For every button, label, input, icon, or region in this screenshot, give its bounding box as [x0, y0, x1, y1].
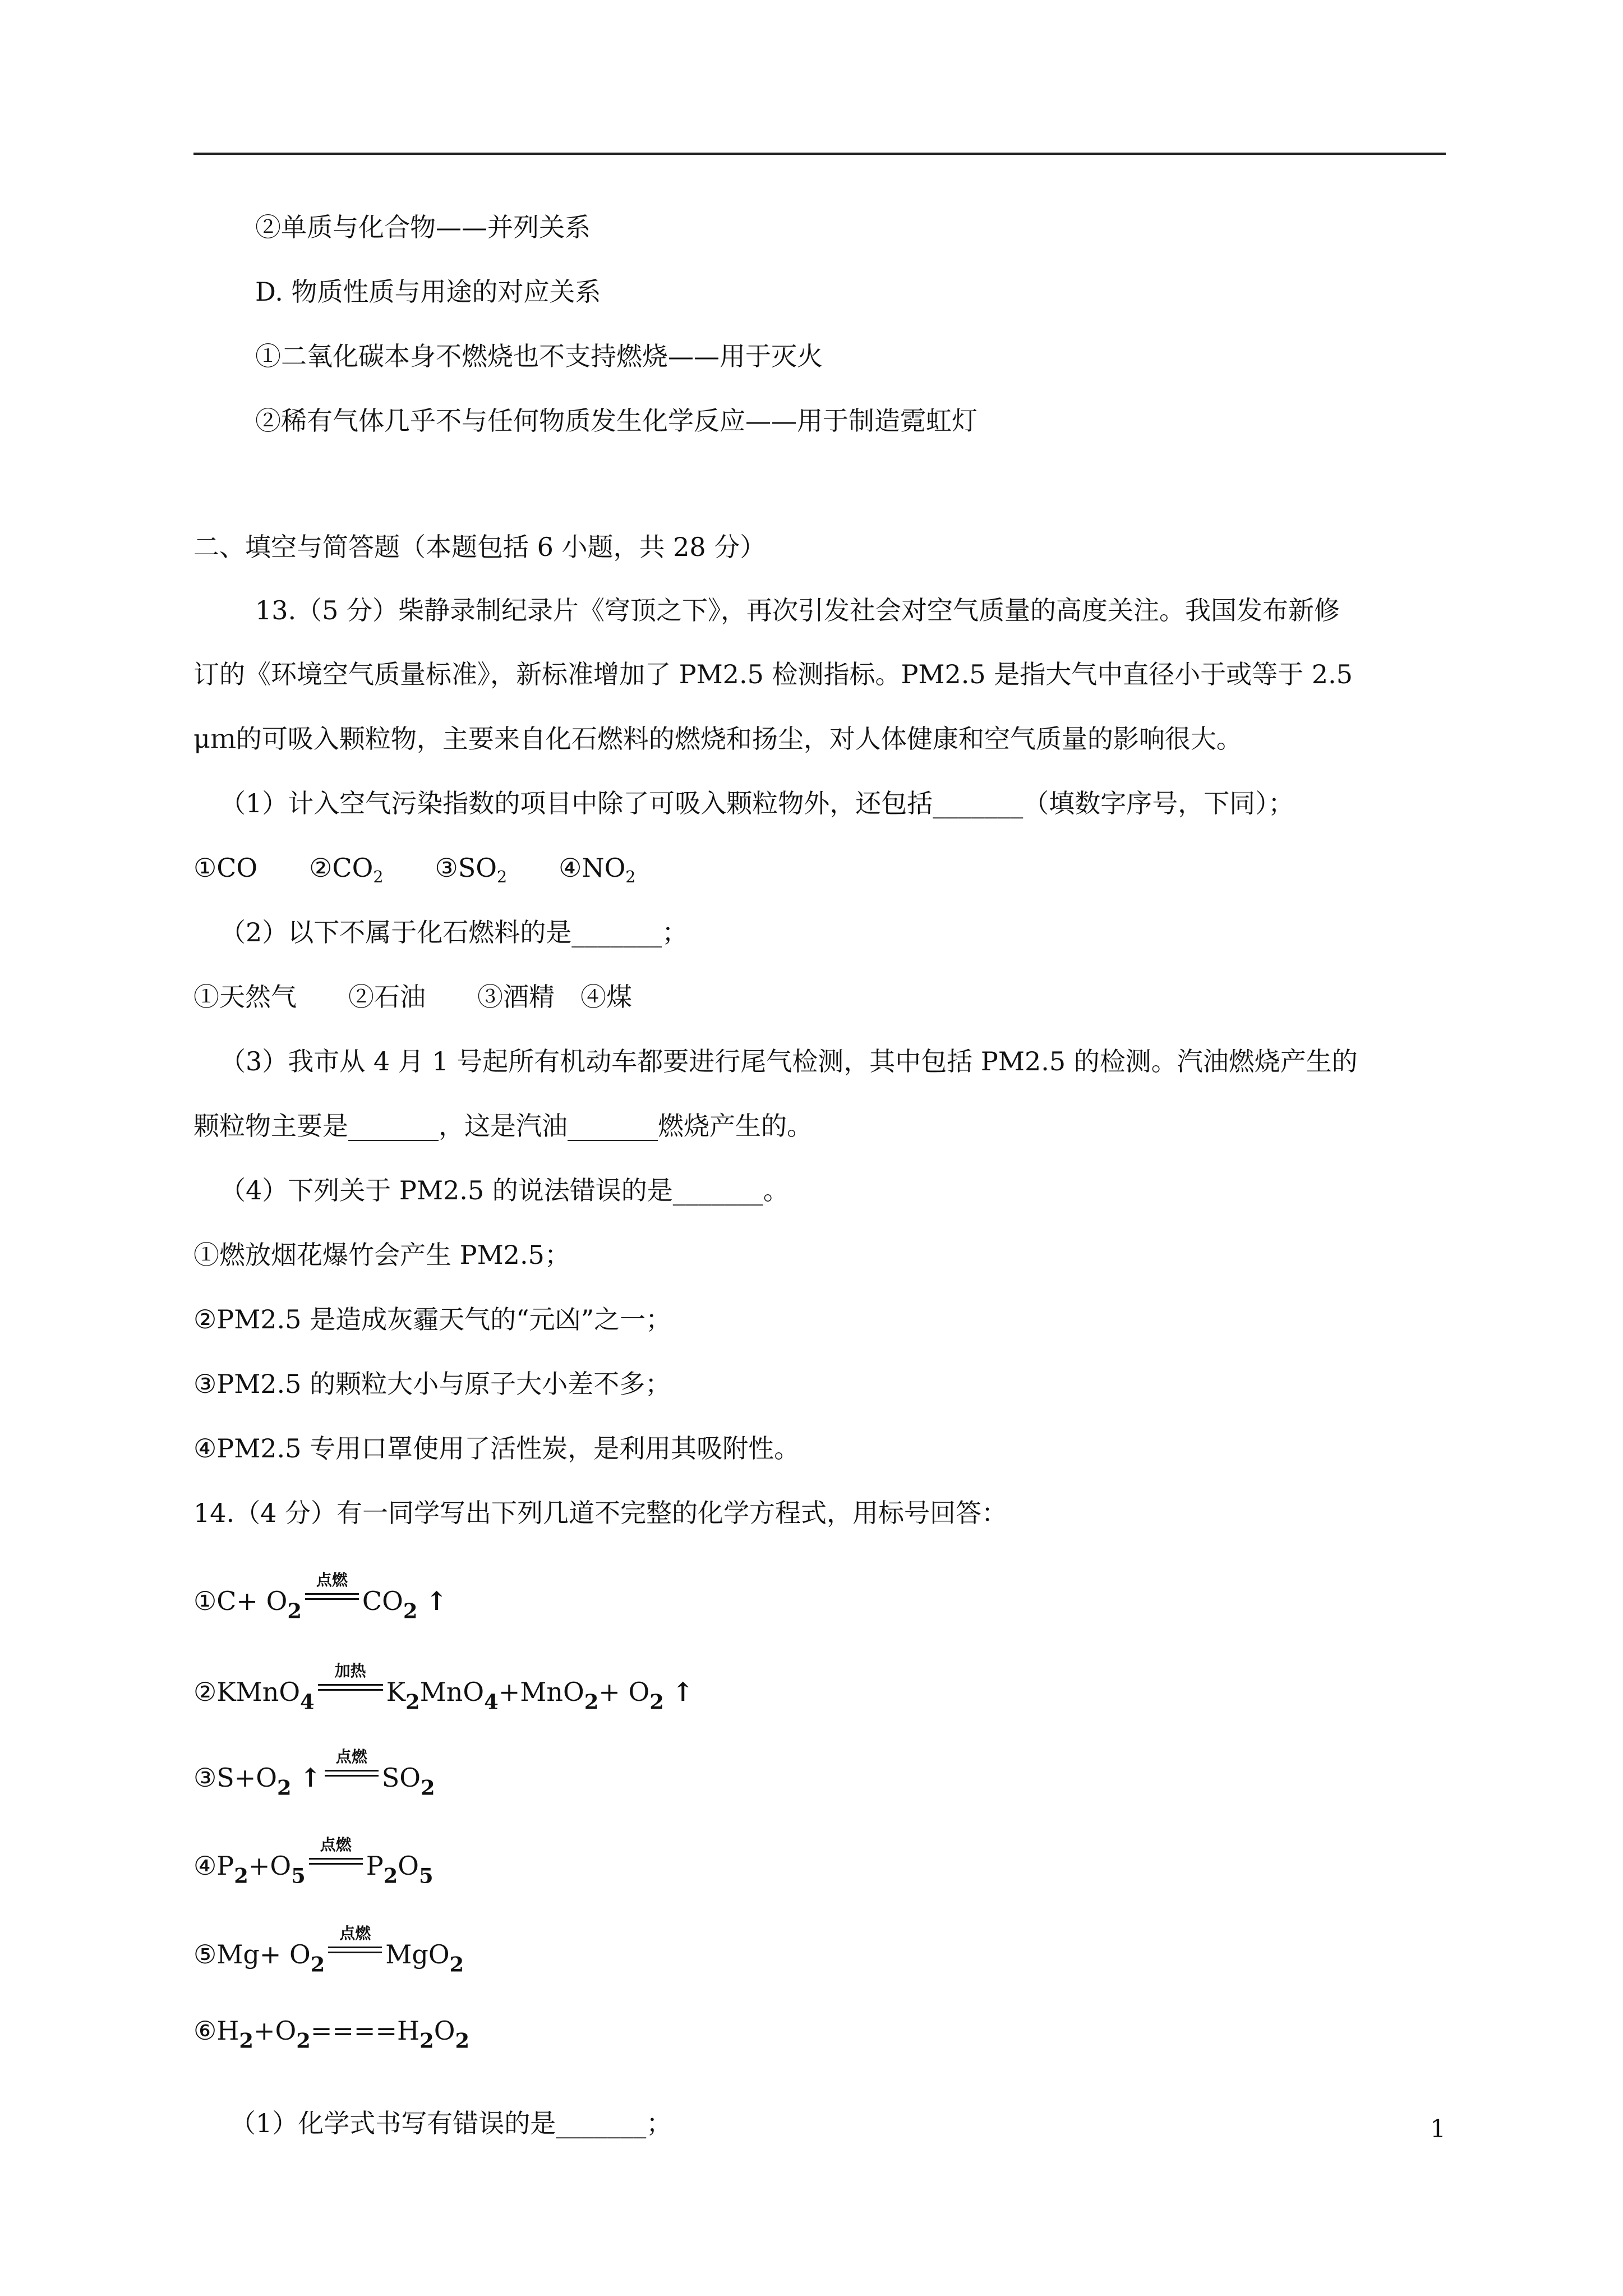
q13-para: μｍ的可吸入颗粒物，主要来自化石燃料的燃烧和扬尘，对人体健康和空气质量的影响很大。: [193, 724, 1242, 754]
q13-sub3: （3）我市从 4 月 1 号起所有机动车都要进行尾气检测，其中包括 PM2.5 的检测。汽油燃烧产生的: [220, 1046, 1358, 1076]
page-number: 1: [1430, 2115, 1446, 2143]
text-line: ①二氧化碳本身不燃烧也不支持燃烧——用于灭火: [255, 341, 823, 371]
q13-sub4-option: ②PM2.5 是造成灰霾天气的“元凶”之一；: [193, 1304, 672, 1335]
text-line: D. 物质性质与用途的对应关系: [255, 277, 601, 307]
q13-sub4: （4）下列关于 PM2.5 的说法错误的是_______。: [220, 1175, 789, 1205]
equation-3: $③S+O_2$ ↑ 点燃 $SO_2$: [193, 1747, 435, 1800]
q13-para: 订的《环境空气质量标准》，新标准增加了 PM2.5 检测指标。PM2.5 是指大气中直径小于或等于 2.5: [193, 659, 1353, 689]
header-rule: [193, 153, 1446, 155]
q13-para: 13.（5 分）柴静录制纪录片《穹顶之下》，再次引发社会对空气质量的高度关注。我国发布新修: [255, 595, 1340, 625]
q13-sub3-cont: 颗粒物主要是_______，这是汽油_______燃烧产生的。: [193, 1111, 813, 1141]
equation-5: ⑤Mg+ $O_2$ 点燃 MgO$_2$: [193, 1924, 464, 1977]
q13-sub4-option: ①燃放烟花爆竹会产生 PM2.5；: [193, 1240, 570, 1270]
text-line: ②稀有气体几乎不与任何物质发生化学反应——用于制造霓虹灯: [255, 406, 978, 436]
q13-sub4-option: ④PM2.5 专用口罩使用了活性炭，是利用其吸附性。: [193, 1433, 800, 1464]
text-line: ②单质与化合物——并列关系: [255, 212, 591, 242]
q14-sub1: （1）化学式书写有错误的是_______；: [230, 2108, 672, 2138]
q14-para: 14.（4 分）有一同学写出下列几道不完整的化学方程式，用标号回答：: [193, 1498, 1008, 1528]
equation-6: $⑥H_2+O_2====H_2O_2$: [193, 2016, 470, 2053]
equation-4: $④P_2+O_5$ 点燃 $P_2O_5$: [193, 1835, 434, 1888]
q13-sub2: （2）以下不属于化石燃料的是_______；: [220, 917, 688, 947]
q13-sub1: （1）计入空气污染指数的项目中除了可吸入颗粒物外，还包括_______（填数字序号，下同）；: [220, 788, 1294, 818]
equation-1: ①C+ $O_2$ 点燃 $CO_2$ ↑: [193, 1571, 448, 1623]
equation-2: ②KMnO$_4$ 加热 $K_2MnO_4+MnO_2+ O_2$ ↑: [193, 1662, 694, 1714]
section-title: 二、填空与简答题（本题包括 6 小题，共 28 分）: [193, 532, 766, 562]
q13-sub2-options: ①天然气 ②石油 ③酒精 ④煤: [193, 982, 632, 1012]
q13-sub1-options: ①CO $②CO_2$ $③SO_2$ $④NO_2$: [193, 853, 636, 886]
q13-sub4-option: ③PM2.5 的颗粒大小与原子大小差不多；: [193, 1369, 671, 1399]
